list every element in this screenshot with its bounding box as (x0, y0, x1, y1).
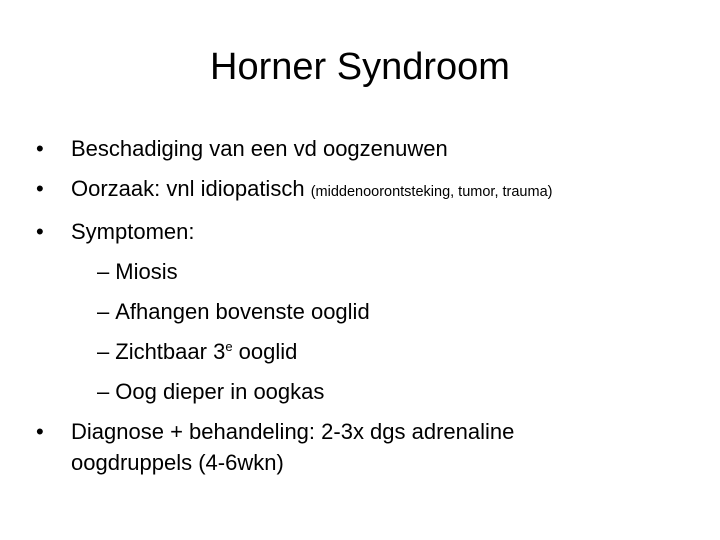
bullet-text-continuation: oogdruppels (4-6wkn) (71, 450, 284, 475)
superscript: e (225, 339, 233, 354)
sub-bullet-text: Miosis (115, 259, 178, 284)
sub-bullet-text: Oog dieper in oogkas (115, 379, 325, 404)
bullet-item (36, 212, 696, 252)
dash-marker: – (97, 299, 110, 324)
dash-marker: – (97, 379, 110, 404)
bullet-marker: • (36, 219, 44, 244)
sub-bullet-text: Zichtbaar 3 (115, 339, 226, 364)
sub-bullet-item (36, 372, 696, 412)
bullet-text: Beschadiging van een vd oogzenuwen (71, 136, 448, 161)
bullet-marker: • (36, 176, 44, 201)
bullet-text: Oorzaak: vnl idiopatisch (71, 176, 305, 201)
dash-marker: – (97, 339, 110, 364)
sub-bullet-item (36, 332, 696, 372)
bullet-item (36, 412, 696, 478)
sub-bullet-item (36, 292, 696, 332)
slide-title: Horner Syndroom (210, 46, 510, 88)
bullet-item (36, 129, 696, 169)
bullet-marker: • (36, 136, 44, 161)
dash-marker: – (97, 259, 110, 284)
bullet-list (36, 129, 696, 478)
bullet-marker: • (36, 419, 44, 444)
bullet-text: Symptomen: (71, 219, 195, 244)
bullet-text: Diagnose + behandeling: 2-3x dgs adrenaline (71, 419, 515, 444)
sub-bullet-text: Afhangen bovenste ooglid (115, 299, 370, 324)
bullet-item (36, 169, 696, 212)
sub-bullet-item (36, 252, 696, 292)
sub-bullet-text-after: ooglid (232, 339, 298, 364)
bullet-note: (middenoorontsteking, tumor, trauma) (310, 184, 553, 200)
